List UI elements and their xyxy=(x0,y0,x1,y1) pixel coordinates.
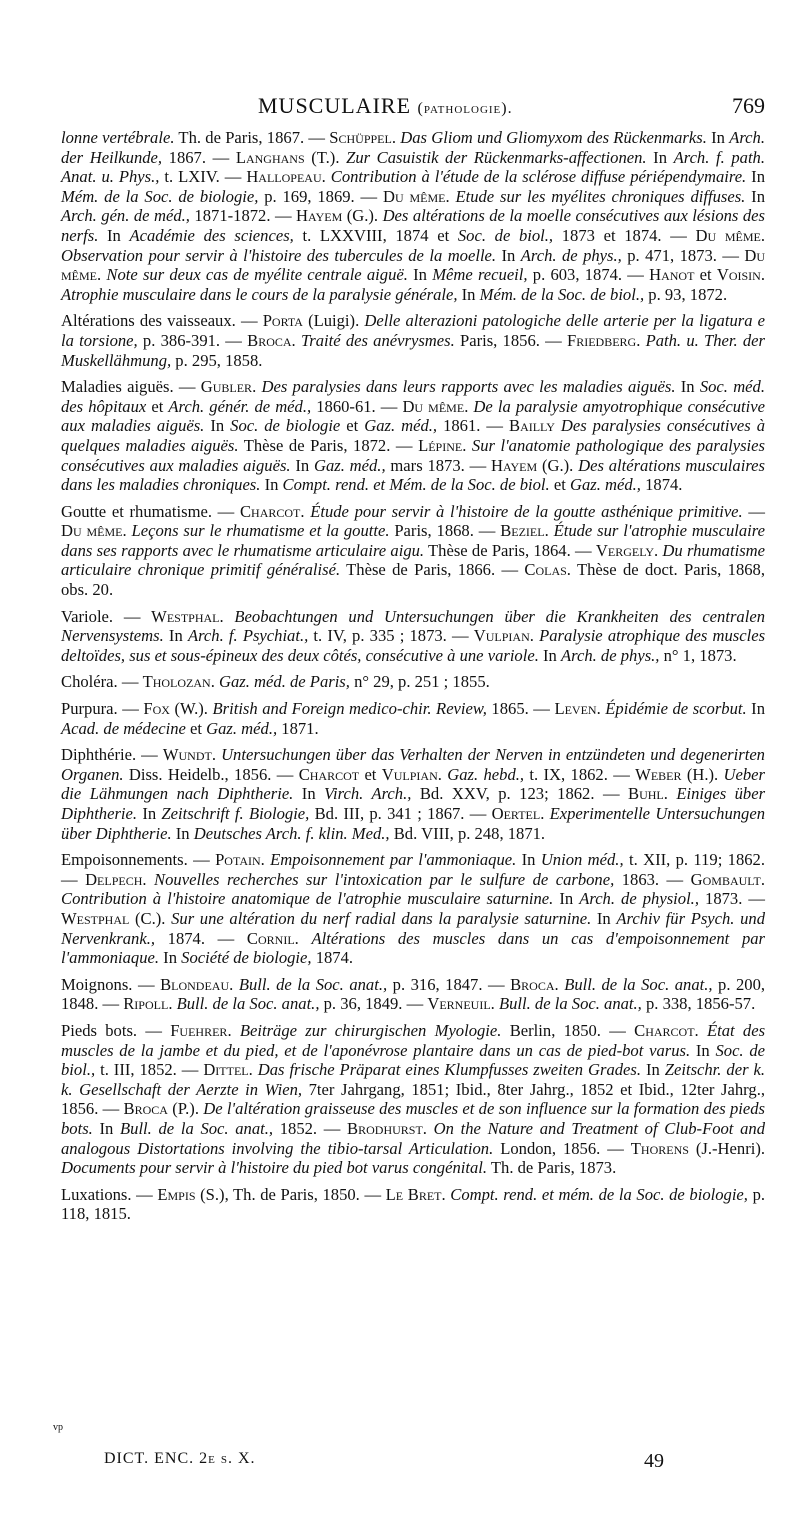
page-number: 769 xyxy=(732,93,765,118)
citation-text: (C.). xyxy=(129,908,172,928)
citation-text: In xyxy=(290,455,314,475)
citation-title: Société de biologie, xyxy=(181,948,312,968)
citation-text: Maladies aiguës. — xyxy=(61,377,201,397)
citation-text: In xyxy=(646,147,674,167)
citation-title: Des paralysies consécutives à quelques maladies aiguës. xyxy=(61,416,766,455)
citation-title: Contribution à l'étude de la sclérose diffuse périépendymaire. xyxy=(330,167,747,187)
citation-text: et xyxy=(694,265,717,285)
citation-text: Thèse de Paris, 1872. — xyxy=(238,435,419,455)
bibliography-entry-diphtherie xyxy=(61,745,765,843)
citation-text: p. 603, 1874. — xyxy=(527,265,650,285)
author-name: Potain xyxy=(215,850,261,870)
citation-text: 1871. xyxy=(277,718,319,738)
citation-title: Des altérations musculaires dans les maladies chroniques. xyxy=(61,455,765,495)
citation-text: . xyxy=(291,330,301,350)
citation-title: Einiges über Diphtherie. xyxy=(61,784,766,823)
margin-mark: vp xyxy=(53,1422,63,1433)
author-name: Porta xyxy=(262,311,303,331)
author-name: Blondeau xyxy=(160,974,230,994)
citation-text: Diss. Heidelb., 1856. — xyxy=(123,764,299,784)
author-name: Hanot xyxy=(649,265,695,285)
author-name: Cornil xyxy=(246,928,295,948)
author-name: Delpech xyxy=(85,869,143,889)
bibliography-entry-variole xyxy=(61,607,765,666)
citation-title: Arch. gén. de méd., xyxy=(61,206,190,226)
citation-title: Arch. f. Psychiat., xyxy=(187,626,309,646)
citation-text: et xyxy=(359,764,382,784)
author-name: Le Bret xyxy=(385,1184,442,1204)
author-name: Gubler xyxy=(200,377,253,397)
author-name: Broca xyxy=(247,330,292,350)
citation-text: 1852. — xyxy=(273,1118,348,1138)
citation-text: . xyxy=(122,521,132,541)
bibliography-body xyxy=(61,128,765,1231)
citation-title: Acad. de médecine xyxy=(61,718,186,738)
citation-title: Leçons sur le rhumatisme et la goutte. xyxy=(131,521,390,541)
citation-text: t. IV, p. 335 ; 1873. — xyxy=(308,626,474,646)
citation-text: (T.). xyxy=(304,147,347,167)
citation-text: 1874. xyxy=(640,475,683,495)
author-name: Bailly xyxy=(509,416,555,436)
citation-text: n° 29, p. 251 ; 1855. xyxy=(349,672,490,692)
citation-title: Mém. de la Soc. de biol., xyxy=(479,284,645,304)
author-name: Langhans xyxy=(235,147,305,167)
bibliography-entry-pieds-bots xyxy=(61,1021,765,1178)
bibliography-entry-moignons xyxy=(61,975,765,1014)
signature-mark: DICT. ENC. 2e s. X. xyxy=(104,1450,256,1467)
citation-text: . xyxy=(97,265,107,285)
citation-text: . xyxy=(596,699,606,719)
author-name: Ripoll xyxy=(123,994,169,1014)
author-name: Tholozan xyxy=(142,672,211,692)
citation-text: . xyxy=(300,501,311,521)
citation-title: Sur une altération du nerf radial dans la paralysie saturnine. xyxy=(171,908,592,928)
citation-text: . xyxy=(544,521,554,541)
citation-title: Gaz. méd., xyxy=(313,455,386,475)
citation-text: In xyxy=(591,908,617,928)
citation-text: In xyxy=(163,626,188,646)
author-name: Wundt xyxy=(162,745,212,765)
citation-text: t. LXIV. — xyxy=(159,167,247,187)
citation-text: Purpura. — xyxy=(61,699,144,719)
citation-text: Bd. VIII, p. 248, 1871. xyxy=(389,823,546,843)
citation-text: In xyxy=(516,850,541,870)
citation-title: Zur Casuistik der Rückenmarks-affectionen. xyxy=(346,147,647,167)
citation-title: Arch. génér. de méd., xyxy=(168,396,312,416)
author-name: Du même xyxy=(61,245,766,285)
citation-text: . xyxy=(321,167,331,187)
citation-text: . xyxy=(294,928,312,948)
author-name: Westphal xyxy=(61,908,130,928)
citation-text: London, 1856. — xyxy=(493,1138,631,1158)
citation-text: (G.). xyxy=(537,455,579,475)
bibliography-entry-cont xyxy=(61,128,765,304)
citation-title: Bull. de la Soc. anat., xyxy=(120,1118,274,1138)
citation-title: Documents pour servir à l'histoire du pied bot varus congénital. xyxy=(61,1158,488,1178)
citation-title: Des paralysies dans leurs rapports avec les maladies aiguës. xyxy=(261,377,676,397)
author-name: Fox xyxy=(143,699,170,719)
citation-text: Goutte et rhumatisme. — xyxy=(61,501,240,521)
citation-text: et xyxy=(549,475,570,495)
citation-text: t. XII, p. 119; 1862. — xyxy=(61,850,766,889)
citation-title: Sur l'anatomie pathologique des paralysies consécutives aux maladies aiguës. xyxy=(61,435,765,475)
citation-text: . xyxy=(694,1020,707,1040)
citation-text: . xyxy=(248,1060,258,1080)
citation-text: In xyxy=(746,699,766,719)
citation-text: Paris, 1856. — xyxy=(454,330,567,350)
author-name: Oertel xyxy=(491,804,541,823)
author-name: Du même xyxy=(695,225,761,245)
citation-title: Etude sur les myélites chroniques diffuses. xyxy=(455,186,746,206)
citation-text: . xyxy=(760,265,765,285)
citation-text: (P.). xyxy=(167,1099,204,1119)
citation-title: Path. u. Ther. der Muskellähmung, xyxy=(61,330,766,370)
citation-title: Das frische Präparat eines Klumpfusses zweiten Grades. xyxy=(257,1060,642,1080)
citation-title: De l'altération graisseuse des muscles et de son influence sur la formation des pieds bots. xyxy=(61,1099,765,1138)
citation-text: Altérations des vaisseaux. — xyxy=(61,311,263,331)
citation-title: Soc. de biologie xyxy=(230,416,341,436)
citation-title: Soc. de biol., xyxy=(61,1040,766,1080)
citation-text: — xyxy=(742,501,765,521)
running-head-title xyxy=(258,93,513,119)
citation-title: Mém. de la Soc. de biologie, xyxy=(61,186,259,206)
citation-text: . xyxy=(142,869,155,889)
citation-text: Pieds bots. — xyxy=(61,1020,171,1040)
author-name: Du même xyxy=(61,521,123,541)
citation-title: Gaz. méd., xyxy=(364,416,438,436)
citation-text: Berlin, 1850. — xyxy=(501,1020,635,1040)
citation-text: In xyxy=(204,416,231,436)
citation-title: Paralysie atrophique des muscles deltoïdes, sus et sous-épineux des deux côtés, consécutive à une variole. xyxy=(61,626,766,665)
citation-text: 1863. — xyxy=(614,869,691,889)
author-name: Dittel xyxy=(203,1060,249,1080)
citation-text: (Luigi). xyxy=(302,311,365,331)
citation-title: Altérations des muscles dans un cas d'empoisonnement par l'ammoniaque. xyxy=(61,928,765,968)
citation-text: In xyxy=(675,377,700,397)
citation-title: Virch. Arch., xyxy=(324,784,412,804)
citation-text: In xyxy=(260,475,283,495)
citation-title: Soc. méd. des hôpitaux xyxy=(61,377,765,416)
citation-title: Das Gliom und Gliomyxom des Rückenmarks. xyxy=(400,128,707,147)
author-name: Broca xyxy=(123,1099,168,1119)
author-name: Charcot xyxy=(239,501,301,521)
citation-text: Moignons. — xyxy=(61,974,161,994)
author-name: Hayem xyxy=(296,206,343,226)
citation-title: Note sur deux cas de myélite centrale aiguë. xyxy=(106,265,408,285)
citation-title: Du rhumatisme articulaire chronique primitif généralisé. xyxy=(61,540,766,580)
citation-text: et xyxy=(185,718,207,738)
citation-title: Bull. de la Soc. anat., xyxy=(176,994,320,1014)
author-name: Vulpian xyxy=(381,764,438,784)
author-name: Du même xyxy=(382,186,446,206)
author-name: Beziel xyxy=(500,521,545,541)
page-footer xyxy=(104,1450,664,1474)
citation-text: In xyxy=(496,245,521,265)
bibliography-entry-luxations xyxy=(61,1185,765,1224)
citation-title: Untersuchungen über das Verhalten der Nerven in entzündeten und degenerirten Organen. xyxy=(61,745,765,784)
author-name: Gombault xyxy=(690,869,761,889)
citation-text: Th. de Paris, 1867. — xyxy=(174,128,330,147)
citation-text: t. LXXVIII, 1874 et xyxy=(293,225,458,245)
citation-text: In xyxy=(293,784,325,804)
citation-text: . xyxy=(441,1184,451,1204)
author-name: Colas xyxy=(524,560,567,580)
citation-text: . xyxy=(229,974,239,994)
citation-title: Étude sur l'atrophie musculaire dans ses rapports avec le rhumatisme articulaire aigu. xyxy=(61,521,765,560)
citation-text: . Thèse de doct. Paris, 1868, obs. 20. xyxy=(61,560,766,600)
citation-text: t. III, 1852. — xyxy=(95,1060,204,1080)
citation-text: Empoisonnements. — xyxy=(61,850,216,870)
citation-text: p. 338, 1856-57. xyxy=(641,994,756,1014)
citation-title: Gaz. méd., xyxy=(569,475,641,495)
citation-title: Empoisonnement par l'ammoniaque. xyxy=(270,850,517,870)
author-name: Weber xyxy=(635,764,682,784)
author-name: Buhl xyxy=(628,784,664,804)
citation-text: p. 169, 1869. — xyxy=(258,186,383,206)
citation-text: In xyxy=(690,1040,716,1060)
citation-text: Luxations. — xyxy=(61,1184,158,1204)
author-name: Verneuil xyxy=(427,994,491,1014)
citation-text: In xyxy=(538,645,561,665)
citation-text: . xyxy=(211,745,222,765)
citation-text: Paris, 1868. — xyxy=(389,521,501,541)
citation-title: Ueber die Lähmungen nach Diphtherie. xyxy=(61,764,765,804)
citation-title: British and Foreign medico-chir. Review, xyxy=(212,699,487,719)
author-name: Schüppel xyxy=(329,128,392,147)
citation-text: mars 1873. — xyxy=(385,455,491,475)
citation-text: In xyxy=(746,167,765,187)
citation-text: 1873 et 1874. — xyxy=(553,225,696,245)
citation-text: Bd. XXV, p. 123; 1862. — xyxy=(411,784,629,804)
signature-number: 49 xyxy=(644,1450,664,1472)
citation-text: 1861. — xyxy=(437,416,509,436)
citation-text: . xyxy=(219,606,235,626)
bibliography-entry-vaisseaux xyxy=(61,311,765,370)
citation-title: Zeitschrift f. Biologie, xyxy=(161,804,310,823)
author-name: Empis xyxy=(157,1184,196,1204)
citation-title: Épidémie de scorbut. xyxy=(605,699,747,719)
citation-text: . xyxy=(252,377,262,397)
author-name: Du même xyxy=(402,396,465,416)
citation-text: p. 316, 1847. — xyxy=(387,974,511,994)
citation-title: Observation pour servir à l'histoire des tubercules de la moelle. xyxy=(61,245,497,265)
citation-title: Union méd., xyxy=(540,850,624,870)
author-name: Hallopeau xyxy=(246,167,322,187)
author-name: Vulpian xyxy=(473,626,530,646)
citation-text: . xyxy=(391,128,401,147)
citation-text: In xyxy=(706,128,730,147)
bibliography-entry-purpura xyxy=(61,699,765,738)
citation-title: Archiv für Psych. und Nervenkrank., xyxy=(61,908,766,948)
author-name: Broca xyxy=(510,974,555,994)
citation-title: État des muscles de la jambe et du pied, et de l'aponévrose plantaire dans un cas de pied-bot varus. xyxy=(61,1020,766,1060)
citation-title: Delle alterazioni patologiche delle arterie per la ligatura e la torsione, xyxy=(61,311,766,350)
citation-title: Bull. de la Soc. anat., xyxy=(564,974,713,994)
citation-title: Bull. de la Soc. anat., xyxy=(498,994,642,1014)
citation-text: In xyxy=(407,265,433,285)
citation-title: Gaz. hebd., xyxy=(447,764,525,784)
citation-title: Beobachtungen und Untersuchungen über die Krankheiten des centralen Nervensystems. xyxy=(61,606,765,646)
citation-title: Étude pour servir à l'histoire de la goutte asthénique primitive. xyxy=(310,501,743,521)
citation-text: . xyxy=(260,850,271,870)
citation-title: Académie des sciences, xyxy=(129,225,294,245)
citation-title: Même recueil, xyxy=(432,265,528,285)
running-head-main: MUSCULAIRE xyxy=(258,93,412,118)
citation-title: lonne vertébrale. xyxy=(61,128,175,147)
citation-text: 1865. — xyxy=(486,699,555,719)
citation-text: . xyxy=(663,784,677,804)
author-name: Voisin xyxy=(716,265,761,285)
citation-text: 1867. — xyxy=(162,147,236,167)
citation-text: n° 1, 1873. xyxy=(659,645,737,665)
citation-title: Nouvelles recherches sur l'intoxication par le sulfure de carbone, xyxy=(154,869,615,889)
citation-text: (S.), Th. de Paris, 1850. — xyxy=(195,1184,386,1204)
author-name: Fuehrer xyxy=(170,1020,228,1040)
citation-text: . xyxy=(422,1118,434,1138)
citation-text: In xyxy=(641,1060,665,1080)
citation-text: t. IX, 1862. — xyxy=(524,764,636,784)
citation-title: Zeitschr. der k. k. Gesellschaft der Aerzte in Wien, xyxy=(61,1060,765,1099)
author-name: Brodhurst xyxy=(347,1118,423,1138)
citation-title: Arch. f. path. Anat. u. Phys., xyxy=(61,147,765,187)
author-name: Leven xyxy=(554,699,597,719)
citation-title: Compt. rend. et Mém. de la Soc. de biol. xyxy=(282,475,550,495)
citation-text: . xyxy=(490,994,499,1014)
citation-text: p. 200, 1848. — xyxy=(61,974,766,1014)
citation-title: Gaz. méd., xyxy=(206,718,278,738)
author-name: Charcot xyxy=(298,764,360,784)
citation-text: In xyxy=(137,804,162,823)
citation-text: (W.). xyxy=(169,699,213,719)
citation-text: In xyxy=(457,284,480,304)
citation-text: In xyxy=(553,889,580,909)
author-name: Friedberg xyxy=(566,330,637,350)
citation-text: p. 471, 1873. — xyxy=(621,245,745,265)
citation-text: . xyxy=(653,540,663,560)
citation-text: In xyxy=(98,225,130,245)
citation-text: p. 295, 1858. xyxy=(171,350,263,370)
citation-title: On the Nature and Treatment of Club-Foot and analogous Distortations involving the tibio-tarsal Articulation. xyxy=(61,1118,765,1158)
citation-text: Thèse de Paris, 1866. — xyxy=(340,560,525,580)
citation-text: p. 386-391. — xyxy=(137,330,248,350)
citation-text: Variole. — xyxy=(61,606,152,626)
citation-title: Bull. de la Soc. anat., xyxy=(238,974,388,994)
citation-title: Atrophie musculaire dans le cours de la paralysie générale, xyxy=(61,284,458,304)
citation-text: Choléra. — xyxy=(61,672,143,692)
citation-title: Beiträge zur chirurgischen Myologie. xyxy=(239,1020,502,1040)
citation-text: In xyxy=(92,1118,121,1138)
citation-text: . xyxy=(760,225,765,245)
citation-title: Arch. de phys., xyxy=(560,645,660,665)
running-head-sub: (pathologie). xyxy=(417,100,513,117)
citation-text: (H.). xyxy=(681,764,724,784)
citation-title: Deutsches Arch. f. klin. Med., xyxy=(193,823,390,843)
author-name: Westphal xyxy=(151,606,220,626)
citation-text: In xyxy=(745,186,765,206)
citation-text: . xyxy=(168,994,177,1014)
citation-title: Traité des anévrysmes. xyxy=(300,330,455,350)
citation-text: Diphthérie. — xyxy=(61,745,163,765)
citation-title: Gaz. méd. de Paris, xyxy=(219,672,350,692)
running-header xyxy=(60,93,765,123)
citation-text: 1874. — xyxy=(155,928,247,948)
citation-title: Arch. der Heilkunde, xyxy=(61,128,765,167)
citation-text: . xyxy=(445,186,456,206)
citation-text: . xyxy=(227,1020,240,1040)
citation-text: 1873. — xyxy=(698,889,765,909)
citation-text: Thèse de Paris, 1864. — xyxy=(424,540,596,560)
citation-title: Arch. de physiol., xyxy=(579,889,699,909)
citation-text: . xyxy=(760,869,766,889)
author-name: Vergely xyxy=(595,540,654,560)
citation-text: . xyxy=(462,435,472,455)
citation-title: Arch. de phys., xyxy=(520,245,622,265)
citation-text: 1871-1872. — xyxy=(189,206,297,226)
citation-text: p. 118, 1815. xyxy=(61,1184,766,1224)
citation-text: . xyxy=(464,396,474,416)
citation-title: Soc. de biol., xyxy=(457,225,554,245)
citation-text: p. 93, 1872. xyxy=(644,284,728,304)
citation-text: 1874. xyxy=(311,948,354,968)
citation-text: 1860-61. — xyxy=(311,396,403,416)
citation-text: . xyxy=(554,974,565,994)
citation-title: Experimentelle Untersuchungen über Diphtherie. xyxy=(61,804,765,843)
citation-text: (G.). xyxy=(342,206,383,226)
author-name: Charcot xyxy=(634,1020,695,1040)
bibliography-entry-aigues xyxy=(61,377,765,495)
citation-text: 7ter Jahrgang, 1851; Ibid., 8ter Jahrg., 1852 et Ibid., 12ter Jahrg., 1856. — xyxy=(61,1079,765,1119)
citation-title: Des altérations de la moelle consécutives aux lésions des nerfs. xyxy=(61,206,765,245)
citation-text: Th. de Paris, 1873. xyxy=(487,1158,617,1178)
citation-text: Bd. III, p. 341 ; 1867. — xyxy=(309,804,492,823)
citation-text: . xyxy=(636,330,646,350)
citation-text: et xyxy=(146,396,169,416)
citation-text: et xyxy=(340,416,365,436)
citation-text: . xyxy=(437,764,448,784)
citation-title: Compt. rend. et mém. de la Soc. de biologie, xyxy=(450,1184,748,1204)
citation-title: Contribution à l'histoire anatomique de l'atrophie musculaire saturnine. xyxy=(61,889,554,909)
citation-text: In xyxy=(159,948,182,968)
citation-text: p. 36, 1849. — xyxy=(319,994,428,1014)
author-name: Thorens xyxy=(630,1138,689,1158)
citation-text: (J.-Henri). xyxy=(688,1138,766,1158)
citation-text: In xyxy=(171,823,194,843)
bibliography-entry-cholera xyxy=(61,672,765,692)
author-name: Hayem xyxy=(490,455,538,475)
bibliography-entry-empoisonnements xyxy=(61,850,765,968)
citation-title: De la paralysie amyotrophique consécutive aux maladies aiguës. xyxy=(61,396,766,436)
citation-text: . xyxy=(529,626,540,646)
bibliography-entry-goutte xyxy=(61,502,765,600)
author-name: Lépine xyxy=(418,435,463,455)
citation-text: . xyxy=(540,804,550,823)
citation-text: . xyxy=(210,672,220,692)
